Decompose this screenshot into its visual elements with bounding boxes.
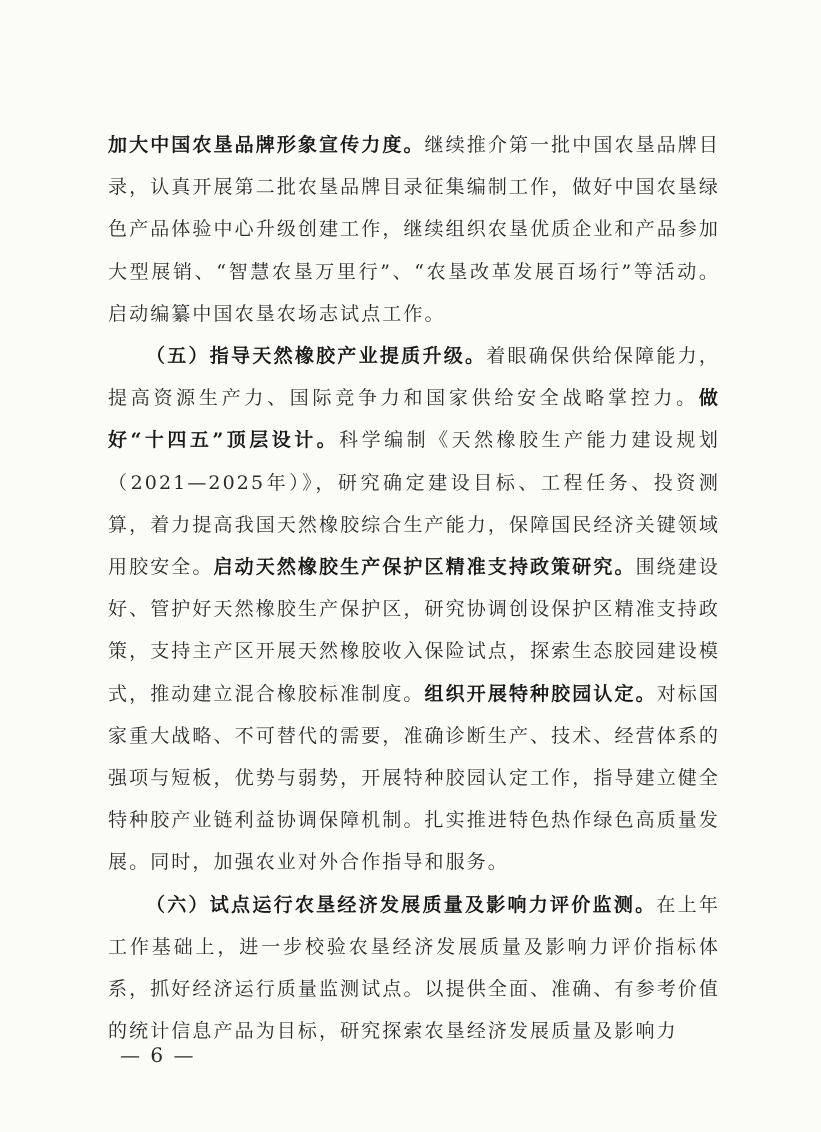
body-sentence: 围绕建设好、管护好天然橡胶生产保护区，研究协调创设保护区精准支持政策，支持主产区开展天然橡胶收入保险试点，探索生态胶园建设模式，推动建立混合橡胶标准制度。 <box>108 556 720 705</box>
bold-heading: 组织开展特种胶园认定。 <box>424 682 657 705</box>
paragraph-rubber-industry <box>108 335 720 884</box>
body-sentence: 对标国家重大战略、不可替代的需要，准确诊断生产、技术、经营体系的强项与短板，优势与弱势，开展特种胶园认定工作，指导建立健全特种胶产业链利益协调保障机制。扎实推进特色热作绿色高质量发展。同时，加强农业对外合作指导和服务。 <box>108 682 720 874</box>
paragraph-evaluation-monitoring <box>108 884 720 1053</box>
body-sentence: 着眼确保供给保障能力，提高资源生产力、国际竞争力和国家供给安全战略掌控力。 <box>108 345 720 410</box>
section-heading-5: （五）指导天然橡胶产业提质升级。 <box>146 345 487 368</box>
body-text <box>108 124 720 1052</box>
section-heading-6: （六）试点运行农垦经济发展质量及影响力评价监测。 <box>146 893 657 916</box>
body-sentence: 继续推介第一批中国农垦品牌目录，认真开展第二批农垦品牌目录征集编制工作，做好中国农垦绿色产品体验中心升级创建工作，继续组织农垦优质企业和产品参加大型展销、“智慧农垦万里行”、“农垦改革发展百场行”等活动。启动编纂中国农垦农场志试点工作。 <box>108 134 720 325</box>
bold-heading: 加大中国农垦品牌形象宣传力度。 <box>108 134 425 156</box>
body-sentence: 在上年工作基础上，进一步校验农垦经济发展质量及影响力评价指标体系，抓好经济运行质量监测试点。以提供全面、准确、有参考价值的统计信息产品为目标，研究探索农垦经济发展质量及影响力 <box>108 893 720 1043</box>
paragraph-brand-promotion <box>108 124 720 335</box>
body-sentence: 科学编制《天然橡胶生产能力建设规划（2021—2025年）》，研究确定建设目标、工程任务、投资测算，着力提高我国天然橡胶综合生产能力，保障国民经济关键领域用胶安全。 <box>108 429 720 579</box>
bold-heading: 做好“十四五”顶层设计。 <box>108 387 720 452</box>
bold-heading: 启动天然橡胶生产保护区精准支持政策研究。 <box>213 556 636 579</box>
page-number: — 6 — <box>120 1043 196 1067</box>
